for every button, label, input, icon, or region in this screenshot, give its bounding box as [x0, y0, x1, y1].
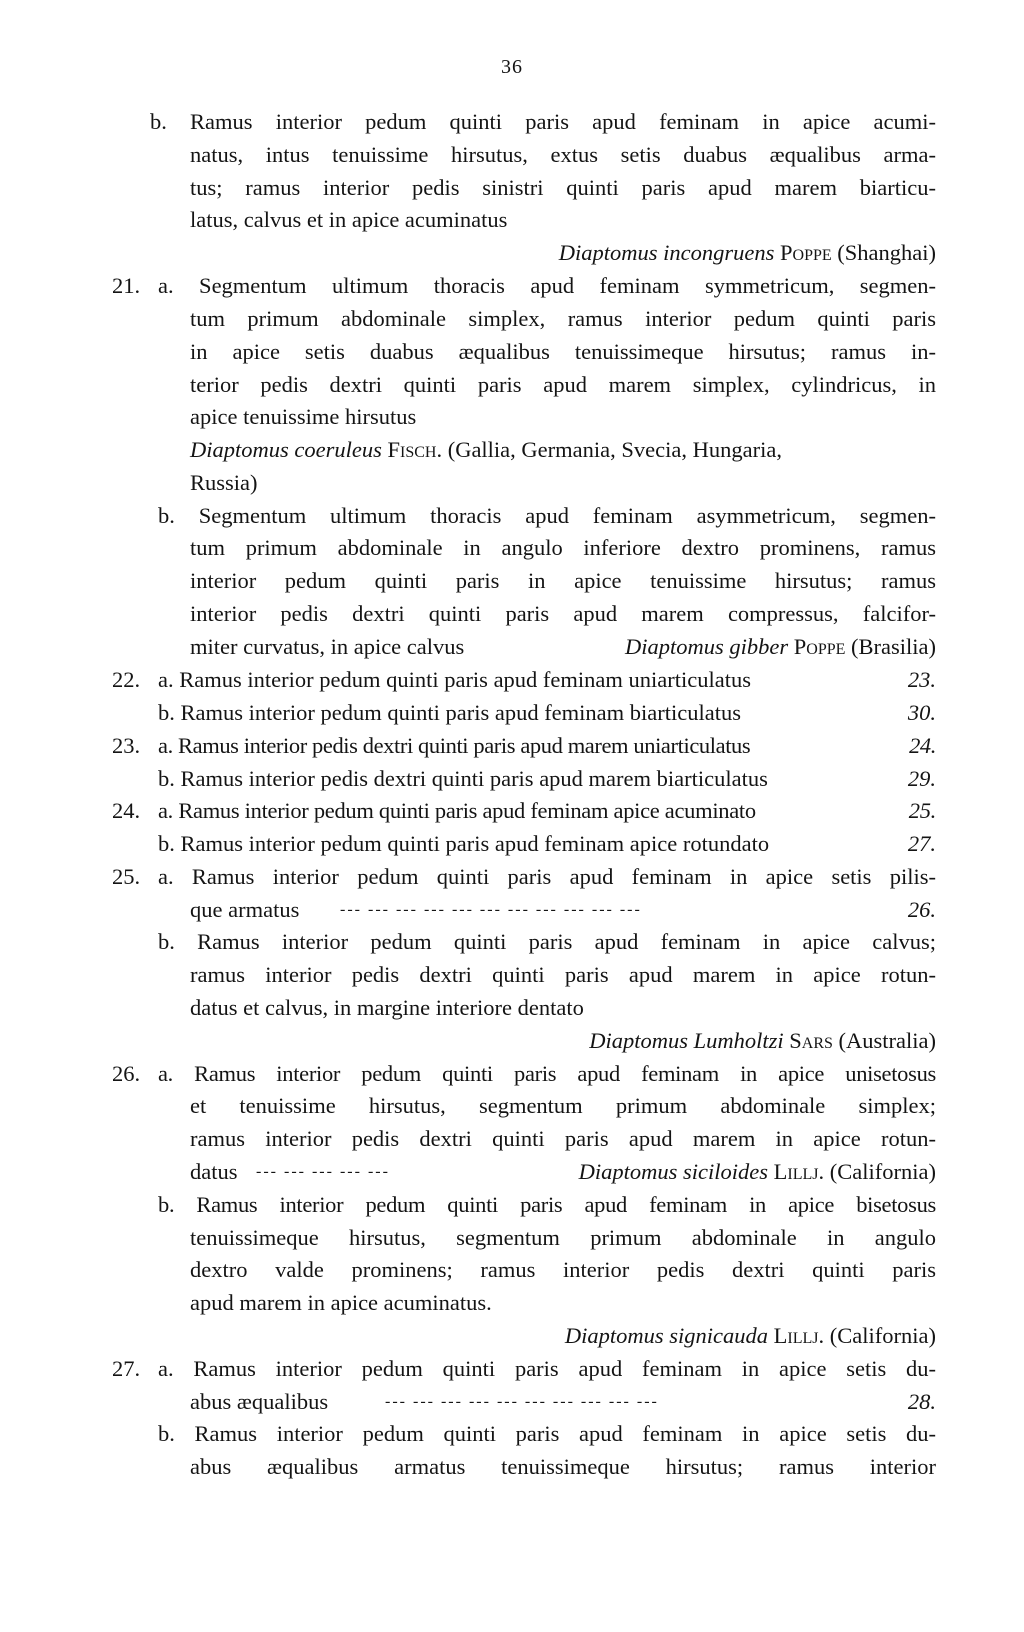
couplet-number: 25. — [112, 864, 141, 889]
text-line: natus, intus tenuissime hirsutus, extus setis duabus æqualibus arma- — [190, 142, 936, 167]
lead-reference: 24. — [909, 733, 936, 758]
text-line: interior pedum quinti paris in apice tenuissime hirsutus; ramus — [190, 568, 936, 593]
leader-dots: --- --- --- --- --- --- --- --- --- --- --- — [340, 901, 642, 918]
leader-dots: --- --- --- --- --- --- --- --- --- --- — [385, 1393, 659, 1410]
species-name: Diaptomus incongruens — [558, 240, 775, 265]
text-line: Russia) — [190, 470, 258, 495]
text-line: tum primum abdominale in angulo inferiore dextro prominens, ramus — [190, 535, 936, 560]
text-fragment: a. Ramus interior pedum quinti paris apud feminam uniarticulatus — [158, 667, 751, 692]
text-fragment: b. Ramus interior pedum quinti paris apud feminam biarticulatus — [158, 700, 742, 725]
text-line: a. Ramus interior pedum quinti paris apud feminam in apice setis du- — [158, 1356, 936, 1381]
text-fragment: a. Ramus interior pedis dextri quinti paris apud marem uniarticulatus — [158, 733, 751, 758]
author-name: Lillj. — [773, 1159, 825, 1184]
key-line — [158, 795, 936, 827]
species-name: Diaptomus Lumholtzi — [589, 1028, 784, 1053]
key-line — [158, 763, 936, 795]
text-line: abus æqualibus armatus tenuissimeque hirsutus; ramus interior — [190, 1454, 936, 1479]
text-line: b. Segmentum ultimum thoracis apud feminam asymmetricum, segmen- — [158, 503, 936, 528]
species-line — [190, 434, 936, 466]
key-line — [158, 697, 936, 729]
text-line: interior pedis dextri quinti paris apud marem compressus, falcifor- — [190, 601, 936, 626]
lead-reference: 30. — [907, 700, 936, 725]
text-line: b. Ramus interior pedum quinti paris apud feminam in apice calvus; — [158, 929, 936, 954]
key-line — [190, 894, 936, 926]
text-fragment: b. Ramus interior pedis dextri quinti paris apud marem biarticulatus — [158, 766, 768, 791]
author-name: Lillj. — [773, 1323, 825, 1348]
locality: (Brasilia) — [851, 634, 936, 659]
locality: (California) — [829, 1159, 936, 1184]
couplet-number: 22. — [112, 667, 141, 692]
author-name: Poppe — [780, 240, 832, 265]
lead-reference: 26. — [907, 897, 936, 922]
text-line: a. Ramus interior pedum quinti paris apud feminam in apice unisetosus — [158, 1061, 936, 1086]
text-line: latus, calvus et in apice acuminatus — [190, 207, 508, 232]
locality: (Australia) — [838, 1028, 936, 1053]
couplet-number: 23. — [112, 733, 141, 758]
couplet-number: 26. — [112, 1061, 141, 1086]
text-line: terior pedis dextri quinti paris apud marem simplex, cylindricus, in — [190, 372, 936, 397]
text-fragment: a. Ramus interior pedum quinti paris apud feminam apice acuminato — [158, 798, 756, 823]
lead-reference: 27. — [907, 831, 936, 856]
text-fragment: que armatus — [190, 897, 300, 922]
text-line: apice tenuissime hirsutus — [190, 404, 417, 429]
text-line: tenuissimeque hirsutus, segmentum primum abdominale in angulo — [190, 1225, 936, 1250]
text-fragment: miter curvatus, in apice calvus — [190, 634, 465, 659]
species-line — [190, 1156, 936, 1188]
text-line: in apice setis duabus æqualibus tenuissimeque hirsutus; ramus in- — [190, 339, 936, 364]
lead-reference: 23. — [907, 667, 936, 692]
key-line — [190, 1386, 936, 1418]
text-line: b. Ramus interior pedum quinti paris apud feminam in apice acumi- — [150, 109, 936, 134]
species-name: Diaptomus coeruleus — [190, 437, 382, 462]
text-line: ramus interior pedis dextri quinti paris apud marem in apice rotun- — [190, 962, 936, 987]
author-name: Fisch. — [387, 437, 443, 462]
key-line — [158, 730, 936, 762]
lead-reference: 29. — [907, 766, 936, 791]
species-line — [190, 1025, 936, 1057]
lead-reference: 25. — [908, 798, 936, 823]
species-line — [190, 631, 936, 663]
couplet-number: 27. — [112, 1356, 141, 1381]
text-line: b. Ramus interior pedum quinti paris apud feminam in apice bisetosus — [158, 1192, 936, 1217]
key-line — [158, 828, 936, 860]
page-number: 36 — [501, 56, 523, 78]
species-line — [190, 237, 936, 269]
locality: (Shanghai) — [837, 240, 936, 265]
text-fragment: datus — [190, 1159, 238, 1184]
text-line: tus; ramus interior pedis sinistri quinti paris apud marem biarticu- — [190, 175, 936, 200]
text-line: tum primum abdominale simplex, ramus interior pedum quinti paris — [190, 306, 936, 331]
lead-reference: 28. — [907, 1389, 936, 1414]
author-name: Sars — [789, 1028, 833, 1053]
locality: (Gallia, Germania, Svecia, Hungaria, — [447, 437, 782, 462]
couplet-number: 24. — [112, 798, 141, 823]
key-line — [158, 664, 936, 696]
locality: (California) — [829, 1323, 936, 1348]
species-name: Diaptomus signicauda — [564, 1323, 769, 1348]
species-name: Diaptomus gibber — [625, 634, 789, 659]
text-line: b. Ramus interior pedum quinti paris apud feminam in apice setis du- — [158, 1421, 936, 1446]
author-name: Poppe — [793, 634, 846, 659]
species-name: Diaptomus siciloides — [578, 1159, 769, 1184]
text-line: ramus interior pedis dextri quinti paris apud marem in apice rotun- — [190, 1126, 936, 1151]
text-line: apud marem in apice acuminatus. — [190, 1290, 492, 1315]
text-fragment: abus æqualibus — [190, 1389, 329, 1414]
text-fragment: b. Ramus interior pedum quinti paris apud feminam apice rotundato — [158, 831, 770, 856]
text-line: a. Ramus interior pedum quinti paris apud feminam in apice setis pilis- — [158, 864, 936, 889]
text-line: a. Segmentum ultimum thoracis apud feminam symmetricum, segmen- — [158, 273, 936, 298]
species-line — [190, 1320, 936, 1352]
couplet-number: 21. — [112, 273, 141, 298]
text-line: et tenuissime hirsutus, segmentum primum abdominale simplex; — [190, 1093, 936, 1118]
text-line: datus et calvus, in margine interiore dentato — [190, 995, 584, 1020]
text-line: dextro valde prominens; ramus interior pedis dextri quinti paris — [190, 1257, 936, 1282]
leader-dots: --- --- --- --- --- — [256, 1163, 390, 1180]
